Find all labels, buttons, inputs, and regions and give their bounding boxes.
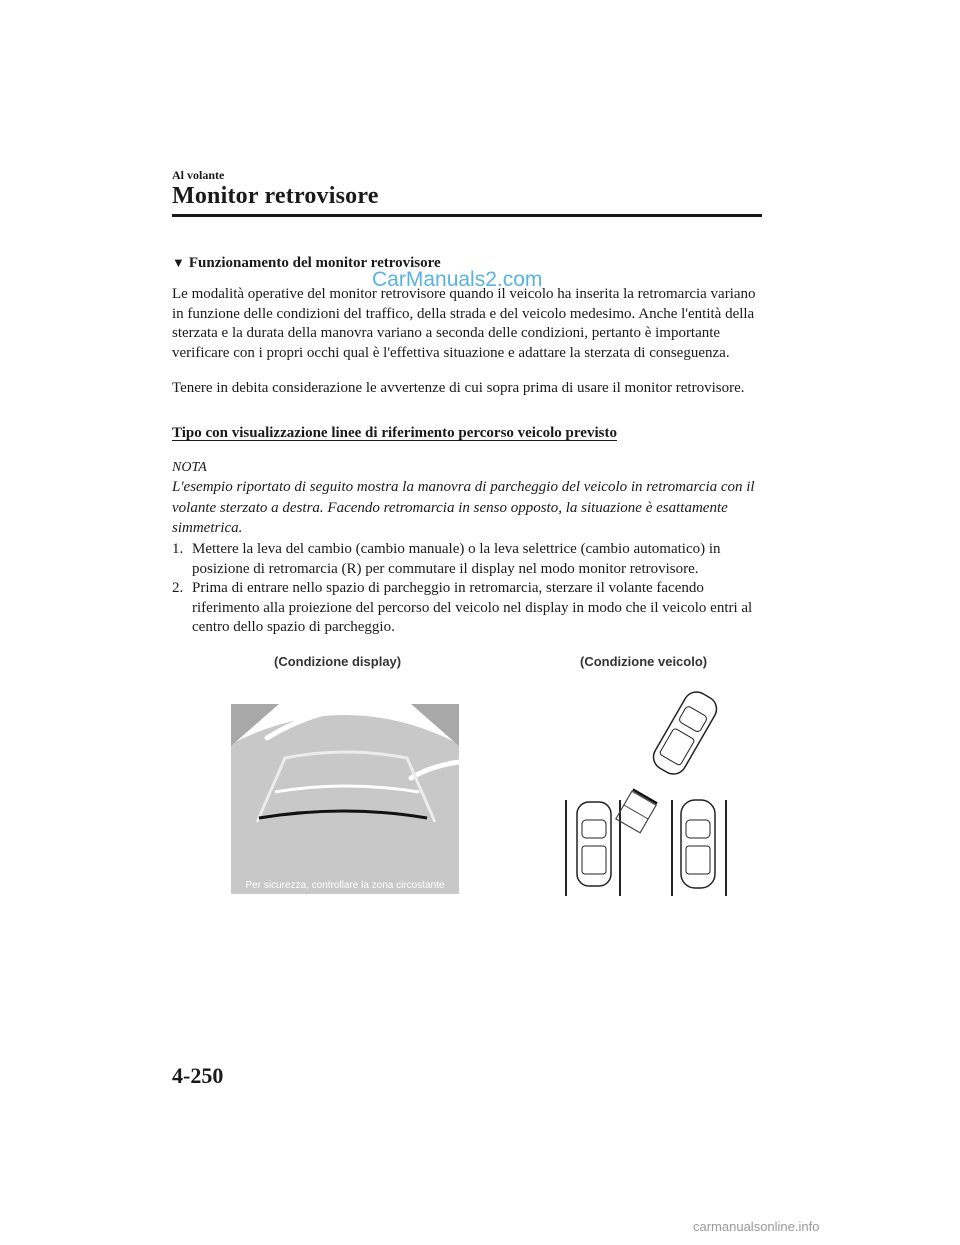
display-illustration	[231, 704, 459, 894]
title-rule	[172, 214, 762, 217]
watermark-top: CarManuals2.com	[372, 268, 543, 291]
step-item	[172, 540, 762, 579]
parked-car-left	[577, 802, 611, 886]
note-label: NOTA	[172, 460, 207, 475]
projected-path	[616, 789, 657, 832]
note-text: L'esempio riportato di seguito mostra la manovra di parcheggio del veicolo in retromarcia con il volante sterzato a destra. Facendo retromarcia in senso opposto, la situazione è esattamente simmetrica.	[172, 479, 755, 536]
vehicle-illustration	[560, 688, 740, 903]
reversing-car	[649, 688, 721, 779]
vehicle-caption: (Condizione veicolo)	[580, 654, 708, 669]
step-text: Mettere la leva del cambio (cambio manuale) o la leva selettrice (cambio automatico) in posizione di retromarcia (R) per commutare il display nel modo monitor retrovisore.	[192, 541, 721, 577]
step-number: 2.	[172, 580, 184, 596]
parked-car-right	[681, 800, 715, 888]
chapter-kicker: Al volante	[172, 168, 225, 182]
paragraph-operation: Le modalità operative del monitor retrovisore quando il veicolo ha inserita la retromarcia variano in funzione delle condizioni del traffico, della strada e del veicolo medesimo. Anche l'entità della sterzata e la durata della manovra variano a seconda delle condizioni, pertanto è importante verificare con i propri occhi qual è l'effettiva situazione e adattare la sterzata di conseguenza.	[172, 286, 756, 361]
paragraph-warning-reference: Tenere in debita considerazione le avvertenze di cui sopra prima di usare il monitor retrovisore.	[172, 380, 745, 396]
triangle-marker-icon: ▼	[172, 255, 185, 270]
page-number: 4-250	[172, 1063, 224, 1088]
watermark-bottom: carmanualsonline.info	[693, 1219, 820, 1234]
section-heading-text: Funzionamento del monitor retrovisore	[188, 255, 441, 271]
page-title: Monitor retrovisore	[172, 183, 379, 209]
step-text: Prima di entrare nello spazio di parcheggio in retromarcia, sterzare il volante facendo riferimento alla proiezione del percorso del veicolo nel display in modo che il veicolo entri al centro dello spazio di parcheggio.	[192, 580, 753, 635]
step-number: 1.	[172, 541, 184, 557]
screen-warning: Per sicurezza, controllare la zona circostante	[245, 880, 445, 891]
subsection-heading: Tipo con visualizzazione linee di riferimento percorso veicolo previsto	[172, 425, 617, 441]
display-caption: (Condizione display)	[274, 654, 402, 669]
step-item	[172, 579, 762, 638]
